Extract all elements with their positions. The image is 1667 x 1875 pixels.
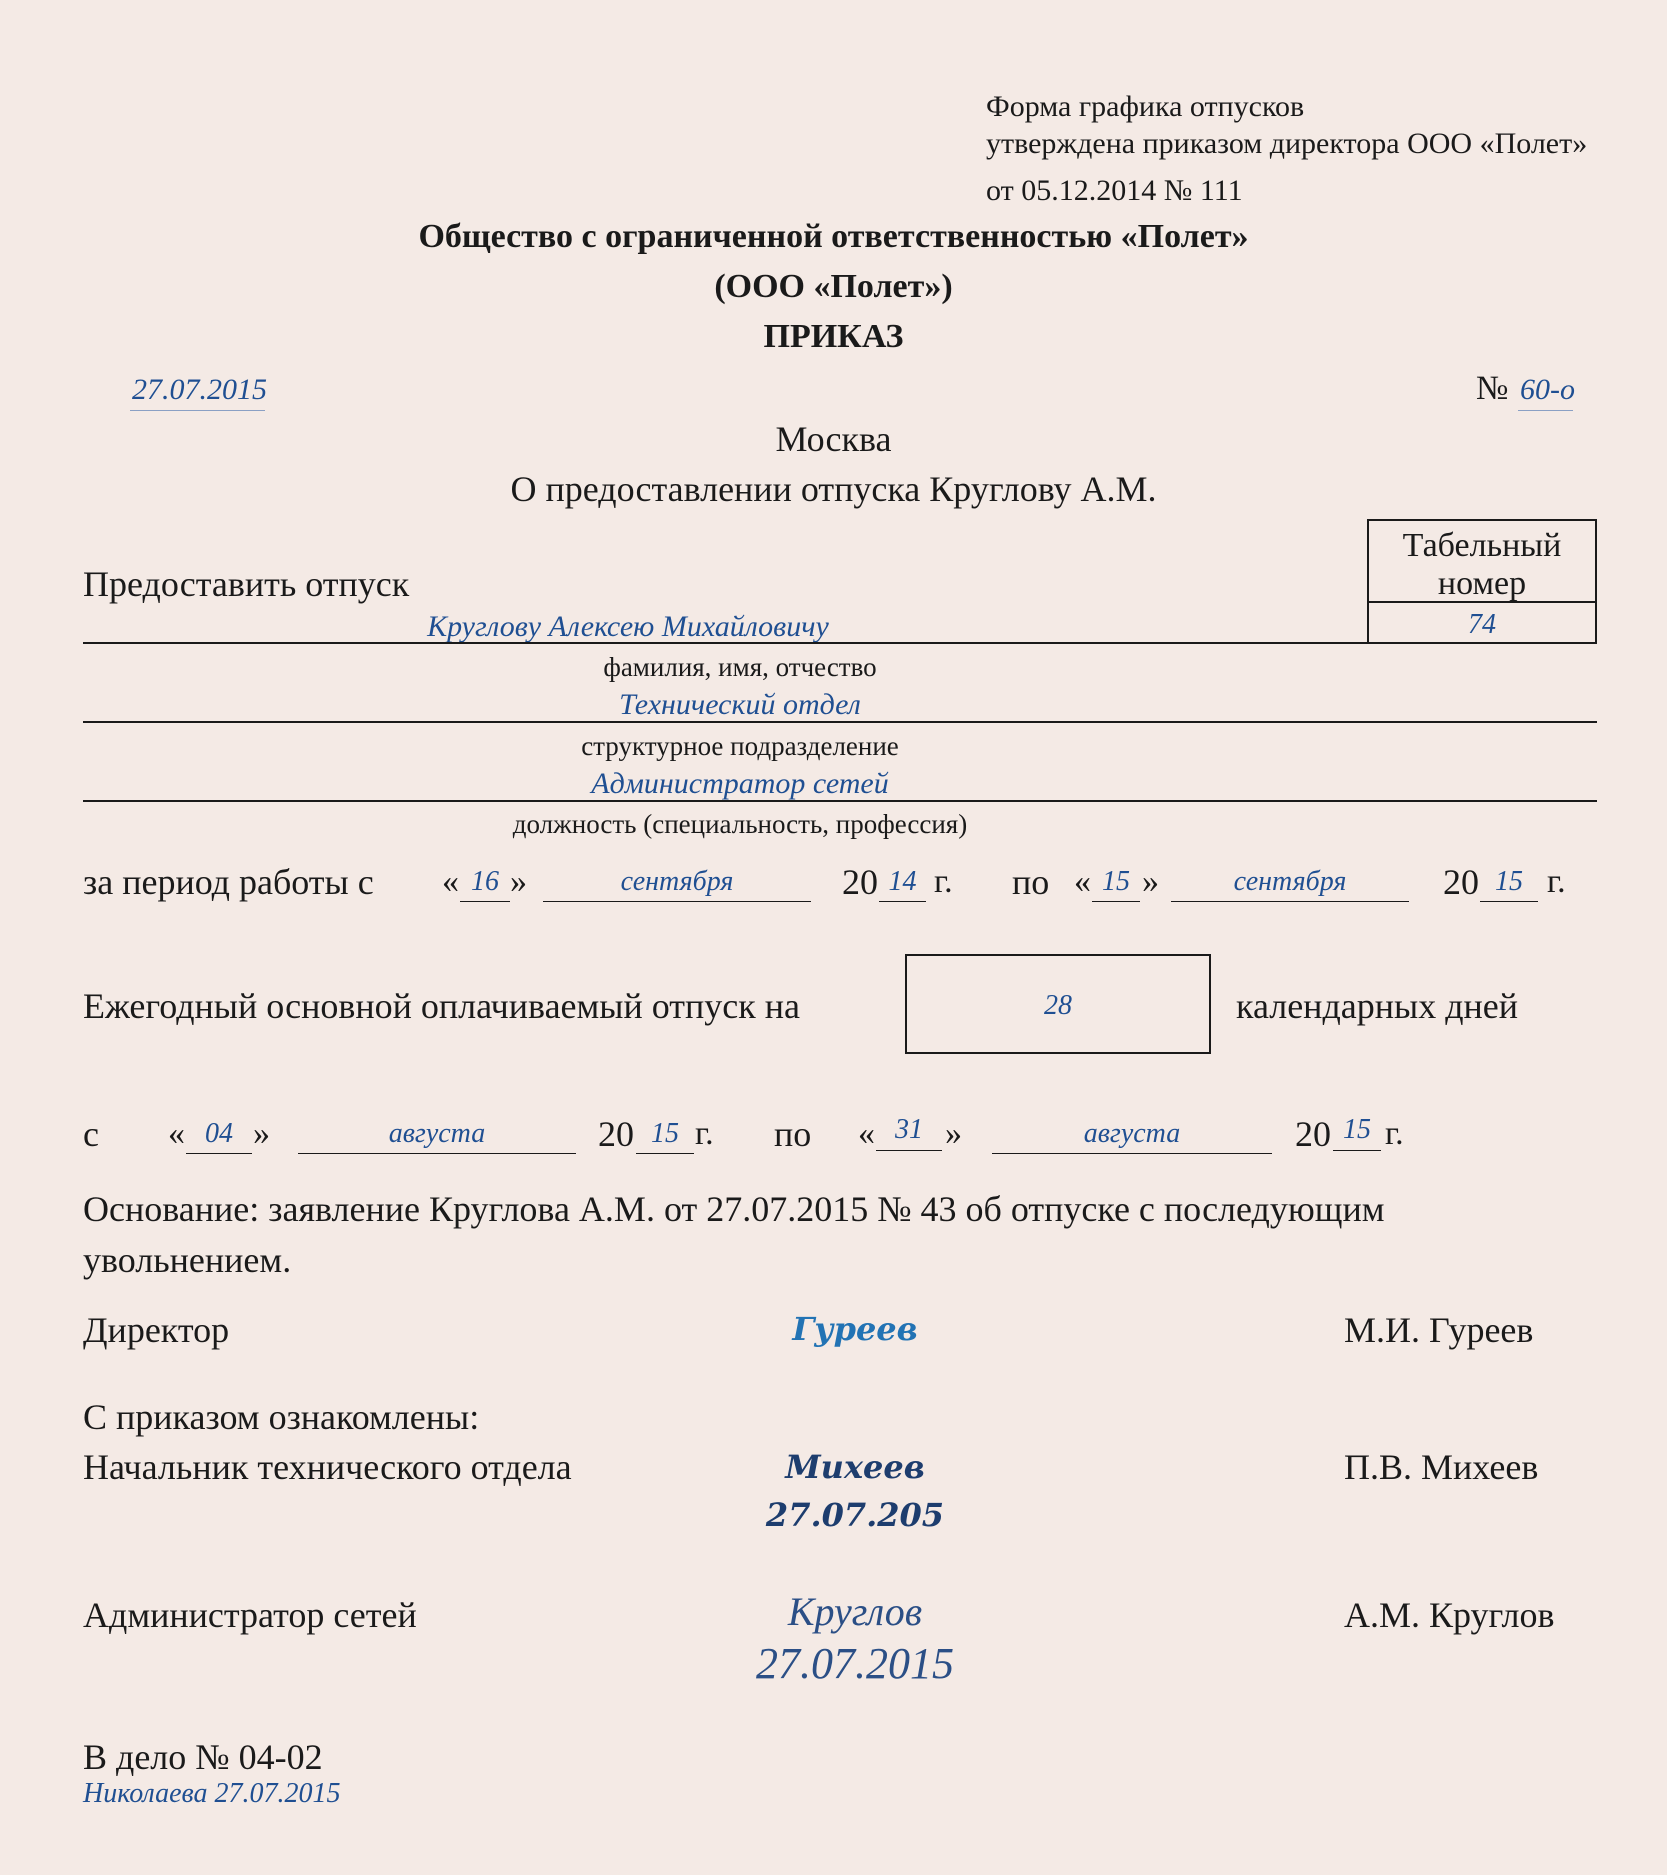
dates-from-month: августа: [388, 1118, 486, 1149]
dates-from-day-line: [186, 1153, 252, 1154]
period-to-month-line: [1171, 901, 1409, 902]
period-from-year-prefix: 20: [842, 862, 878, 902]
acquainted-sign-date-2: 27.07.2015: [756, 1639, 954, 1688]
period-from-day: 16: [471, 866, 499, 897]
period-to-year-line: [1480, 901, 1538, 902]
acquainted-signature-2: Круглов: [787, 1589, 923, 1634]
tab-number-value: 74: [1468, 609, 1496, 640]
dates-from-year-suffix: г.: [695, 1115, 714, 1152]
leave-days-value: 28: [1044, 990, 1072, 1021]
form-note-line-3: от 05.12.2014 № 111: [986, 174, 1243, 207]
leave-days-box: [905, 954, 1211, 1054]
dates-to-open-quote: «: [858, 1115, 875, 1152]
form-note-line-1: Форма графика отпусков: [986, 90, 1305, 123]
position-caption: должность (специальность, профессия): [512, 809, 968, 839]
department-caption: структурное подразделение: [581, 731, 899, 761]
position-line: [83, 800, 1597, 802]
period-to-year-suffix: г.: [1547, 863, 1566, 900]
dates-to-month: августа: [1083, 1118, 1181, 1149]
acquainted-title-2: Администратор сетей: [83, 1595, 417, 1635]
document-type: ПРИКАЗ: [763, 318, 904, 355]
dates-from-day: 04: [205, 1118, 233, 1149]
grant-label: Предоставить отпуск: [83, 564, 410, 604]
acquainted-name-2: А.М. Круглов: [1344, 1595, 1555, 1635]
period-to-year: 15: [1495, 866, 1523, 897]
dates-to-year-line: [1333, 1150, 1381, 1151]
acquainted-heading: С приказом ознакомлены:: [83, 1397, 480, 1437]
dates-to-year: 15: [1343, 1114, 1371, 1145]
form-note-line-2: утверждена приказом директора ООО «Полет»: [986, 127, 1588, 160]
director-signature: Гуреев: [792, 1310, 918, 1348]
organization-short-name: (ООО «Полет»): [714, 268, 953, 305]
dates-to-month-line: [992, 1153, 1272, 1154]
dates-to-day-line: [876, 1150, 942, 1151]
file-note: Николаева 27.07.2015: [83, 1778, 341, 1809]
city: Москва: [775, 419, 892, 459]
director-name: М.И. Гуреев: [1344, 1310, 1534, 1350]
acquainted-title-1: Начальник технического отдела: [83, 1447, 572, 1487]
period-to-open-quote: «: [1074, 863, 1091, 900]
period-to-day-line: [1092, 901, 1140, 902]
order-date: 27.07.2015: [132, 373, 267, 406]
dates-to-day: 31: [895, 1114, 923, 1145]
basis-line-1: Основание: заявление Круглова А.М. от 27.07.2015 № 43 об отпуске с последующим: [83, 1189, 1385, 1229]
period-from-day-line: [460, 901, 510, 902]
period-to-year-prefix: 20: [1443, 862, 1479, 902]
period-to-month: сентября: [1233, 866, 1347, 897]
dates-from-year: 15: [651, 1118, 679, 1149]
dates-from-close-quote: »: [253, 1115, 270, 1152]
organization-full-name: Общество с ограниченной ответственностью «Полет»: [418, 218, 1249, 255]
dates-to-year-suffix: г.: [1385, 1115, 1404, 1152]
order-date-underline: [130, 410, 265, 411]
period-to-day: 15: [1102, 866, 1130, 897]
order-subject: О предоставлении отпуска Круглову А.М.: [510, 469, 1157, 509]
employee-full-name: Круглову Алексею Михайловичу: [427, 610, 829, 643]
department-value: Технический отдел: [619, 688, 861, 721]
department-line: [83, 721, 1597, 723]
dates-to-close-quote: »: [945, 1115, 962, 1152]
leave-days-label: календарных дней: [1236, 986, 1519, 1026]
period-from-open-quote: «: [442, 863, 459, 900]
full-name-caption: фамилия, имя, отчество: [603, 652, 877, 682]
acquainted-name-1: П.В. Михеев: [1344, 1447, 1539, 1487]
director-title: Директор: [83, 1310, 230, 1350]
period-from-year: 14: [888, 866, 917, 897]
dates-from-label: с: [83, 1114, 99, 1154]
work-period-label: за период работы с: [83, 862, 374, 902]
period-to-label: по: [1012, 862, 1050, 902]
period-from-year-suffix: г.: [934, 863, 953, 900]
period-from-year-line: [879, 901, 926, 902]
dates-from-month-line: [298, 1153, 576, 1154]
period-from-close-quote: »: [510, 863, 527, 900]
dates-from-year-prefix: 20: [598, 1114, 634, 1154]
full-name-line: [83, 642, 1368, 644]
order-number-sign: №: [1476, 370, 1509, 407]
dates-from-open-quote: «: [168, 1115, 185, 1152]
dates-to-year-prefix: 20: [1295, 1114, 1331, 1154]
position-value: Администратор сетей: [591, 767, 889, 800]
leave-label: Ежегодный основной оплачиваемый отпуск на: [83, 986, 800, 1026]
dates-to-label: по: [774, 1114, 812, 1154]
period-to-close-quote: »: [1142, 863, 1159, 900]
order-number-underline: [1518, 410, 1573, 411]
acquainted-sign-date-1: 27.07.205: [765, 1496, 945, 1534]
dates-from-year-line: [636, 1153, 694, 1154]
period-from-month-line: [543, 901, 811, 902]
order-number: 60-о: [1520, 373, 1575, 406]
file-label: В дело № 04-02: [83, 1737, 323, 1777]
basis-line-2: увольнением.: [83, 1240, 292, 1280]
period-from-month: сентября: [620, 866, 734, 897]
acquainted-signature-1: Михеев: [785, 1448, 925, 1486]
tab-number-header: Табельный номер: [1369, 521, 1595, 603]
